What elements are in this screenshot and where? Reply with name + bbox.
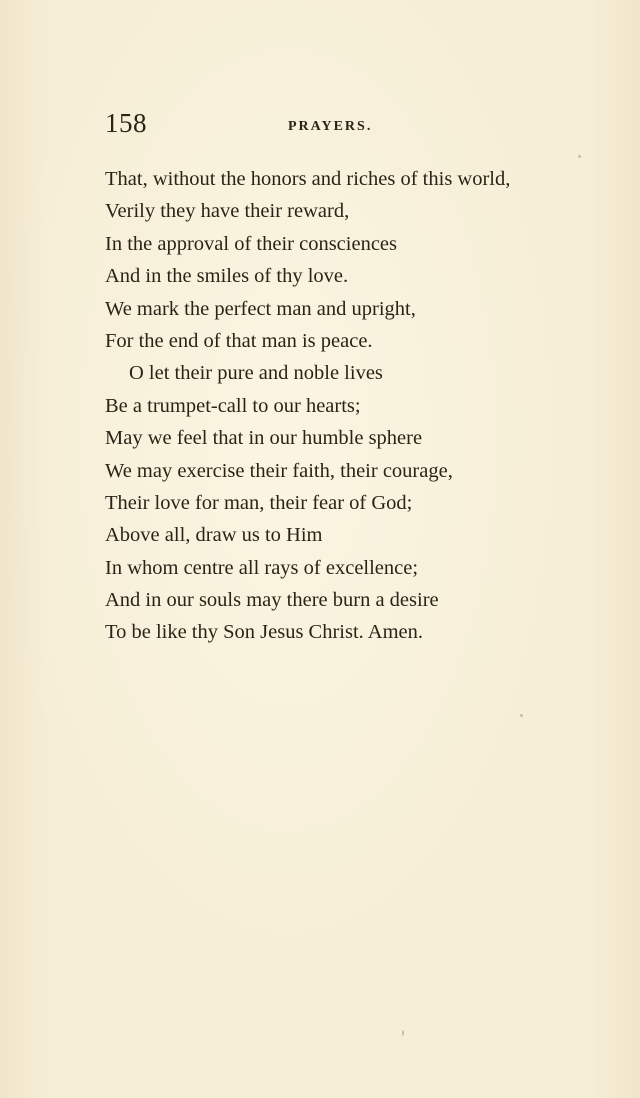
paper-speck <box>578 155 581 158</box>
verse-line: In the approval of their consciences <box>105 232 398 255</box>
verse-line: To be like thy Son Jesus Christ. Amen. <box>105 621 424 644</box>
verse-line: And in the smiles of thy love. <box>105 265 349 288</box>
verse-line: In whom centre all rays of excellence; <box>105 556 419 579</box>
verse-line: We may exercise their faith, their courage, <box>105 459 453 482</box>
verse-line: Be a trumpet-call to our hearts; <box>105 394 361 417</box>
page-number: 158 <box>105 108 147 138</box>
verse-line: May we feel that in our humble sphere <box>105 427 423 450</box>
page-header <box>105 108 505 142</box>
running-head: PRAYERS. <box>288 119 373 134</box>
verse-line: For the end of that man is peace. <box>105 329 373 352</box>
verse-line: That, without the honors and riches of this world, <box>105 168 511 190</box>
prayer-text <box>105 163 585 649</box>
verse-line: We mark the perfect man and upright, <box>105 297 416 320</box>
verse-line: Verily they have their reward, <box>105 200 350 223</box>
verse-line: O let their pure and noble lives <box>129 362 383 385</box>
paper-speck <box>520 714 523 717</box>
verse-line: Above all, draw us to Him <box>105 524 323 547</box>
paper-speck <box>402 1030 404 1036</box>
verse-line: Their love for man, their fear of God; <box>105 491 413 514</box>
verse-line: And in our souls may there burn a desire <box>105 589 439 612</box>
